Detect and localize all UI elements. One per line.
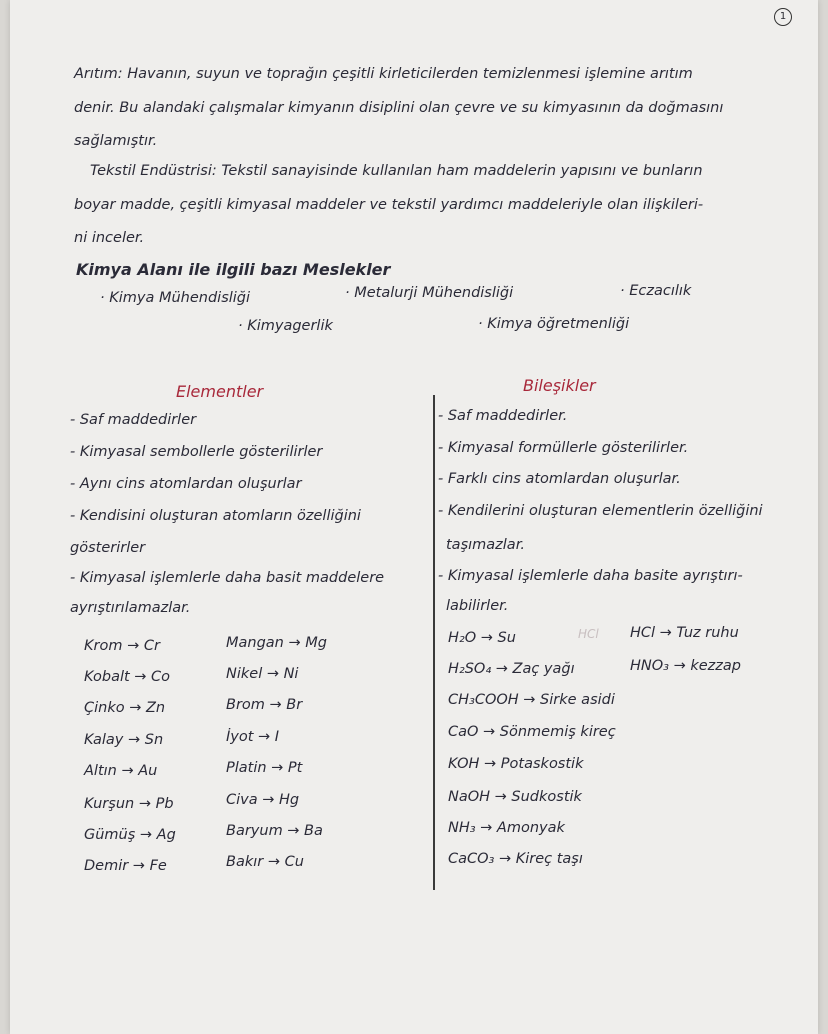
compound-formula: HNO₃ → kezzap [630,658,741,674]
element-property: - Aynı cins atomlardan oluşurlar [70,476,302,492]
element-symbol: Kalay → Sn [84,732,164,748]
compound-formula: NaOH → Sudkostik [448,789,582,805]
compound-formula: KOH → Potaskostik [448,756,584,772]
element-symbol: Platin → Pt [226,760,303,776]
intro-line: Arıtım: Havanın, suyun ve toprağın çeşitli kirleticilerden temizlenmesi işlemine arıtım [74,66,693,82]
intro-line: Tekstil Endüstrisi: Tekstil sanayisinde kullanılan ham maddelerin yapısını ve bunların [90,163,703,179]
elements-title: Elementler [176,382,264,401]
professions-title: Kimya Alanı ile ilgili bazı Meslekler [76,260,391,279]
element-symbol: Çinko → Zn [84,700,166,716]
column-divider [433,395,435,890]
element-symbol: Kobalt → Co [84,669,171,685]
compound-property: - Kimyasal formüllerle gösterilirler. [438,440,689,456]
crossed-formula: HCl [578,627,599,641]
compound-formula: NH₃ → Amonyak [448,820,565,836]
intro-line: ni inceler. [74,230,145,246]
element-property: gösterirler [70,540,146,556]
intro-line: sağlamıştır. [74,133,158,149]
element-symbol: Altın → Au [84,763,158,779]
element-symbol: Demir → Fe [84,858,167,874]
compound-formula: CH₃COOH → Sirke asidi [448,692,615,708]
compound-formula: H₂O → Su [448,630,516,646]
element-symbol: Bakır → Cu [226,854,304,870]
profession-item: · Eczacılık [620,283,692,299]
element-property: - Kendisini oluşturan atomların özelliğini [70,508,361,524]
intro-line: boyar madde, çeşitli kimyasal maddeler ve tekstil yardımcı maddeleriyle olan ilişkileri- [74,197,704,213]
compound-formula: CaO → Sönmemiş kireç [448,724,616,740]
element-symbol: Brom → Br [226,697,303,713]
intro-line: denir. Bu alandaki çalışmalar kimyanın disiplini olan çevre ve su kimyasının da doğmasını [74,100,724,116]
profession-item: · Kimya Mühendisliği [100,290,251,306]
element-symbol: İyot → I [226,729,280,745]
element-symbol: Nikel → Ni [226,666,299,682]
element-symbol: Gümüş → Ag [84,827,176,843]
profession-item: · Kimya öğretmenliği [478,316,630,332]
page-number: 1 [774,8,792,26]
compound-property: labilirler. [446,598,509,614]
profession-item: · Kimyagerlik [238,318,333,334]
element-property: ayrıştırılamazlar. [70,600,191,616]
element-symbol: Kurşun → Pb [84,796,174,812]
compound-formula: HCl → Tuz ruhu [630,625,739,641]
compound-property: - Farklı cins atomlardan oluşurlar. [438,471,681,487]
compounds-title: Bileşikler [523,376,596,395]
notebook-page [10,0,818,1034]
element-symbol: Civa → Hg [226,792,300,808]
compound-property: taşımazlar. [446,537,525,553]
element-property: - Kimyasal işlemlerle daha basit maddelere [70,570,385,586]
compound-property: - Saf maddedirler. [438,408,568,424]
compound-formula: H₂SO₄ → Zaç yağı [448,661,575,677]
compound-property: - Kendilerini oluşturan elementlerin özelliğini [438,503,763,519]
element-symbol: Mangan → Mg [226,635,327,651]
compound-formula: CaCO₃ → Kireç taşı [448,851,583,867]
element-symbol: Krom → Cr [84,638,160,654]
element-symbol: Baryum → Ba [226,823,323,839]
element-property: - Kimyasal sembollerle gösterilirler [70,444,323,460]
profession-item: · Metalurji Mühendisliği [345,285,514,301]
element-property: - Saf maddedirler [70,412,197,428]
compound-property: - Kimyasal işlemlerle daha basite ayrıştırı- [438,568,743,584]
